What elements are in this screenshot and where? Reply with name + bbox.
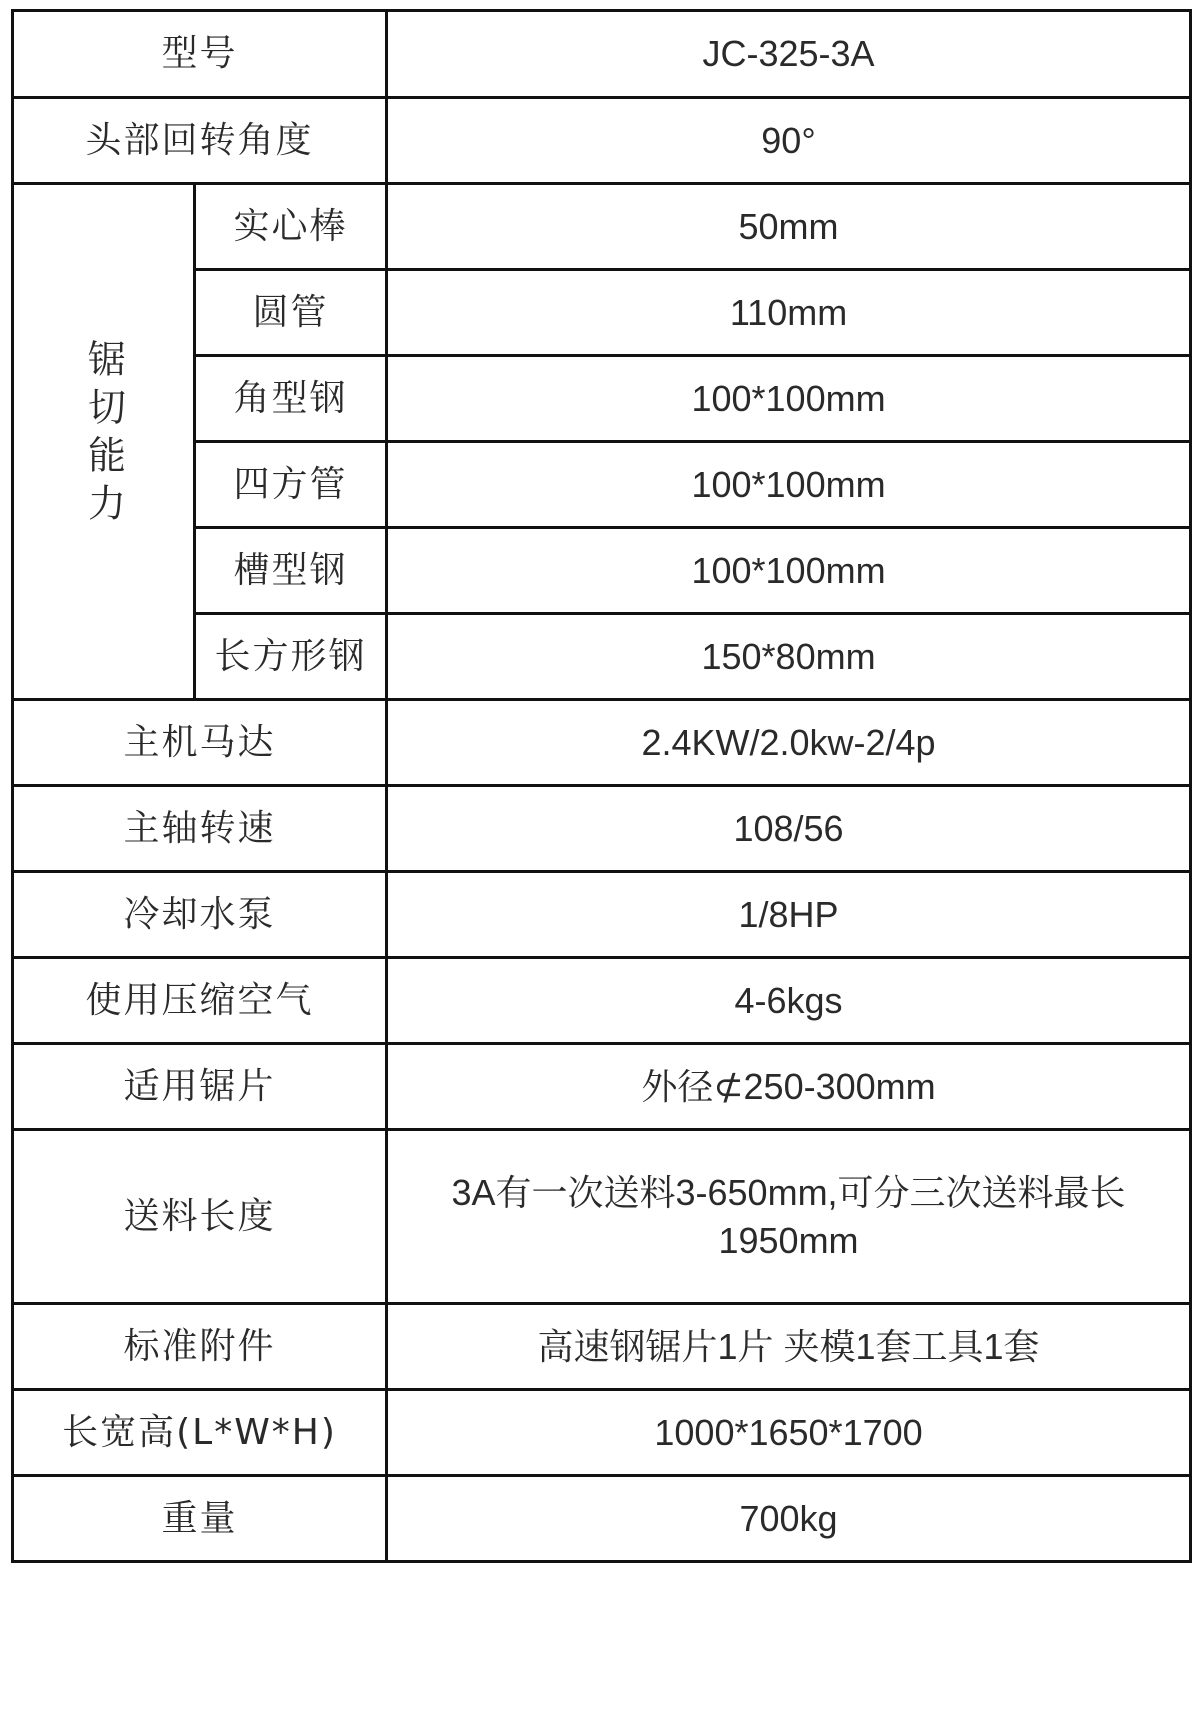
row-label-dimensions: 长宽高(L*W*H) [13, 1390, 387, 1476]
row-label-head-rotation: 头部回转角度 [13, 98, 387, 184]
spec-table [11, 9, 1192, 1563]
table-row [13, 872, 1191, 958]
table-row [13, 958, 1191, 1044]
row-label-feed-length: 送料长度 [13, 1130, 387, 1304]
sub-value-rectangular-steel: 150*80mm [387, 614, 1191, 700]
row-value-spindle-speed: 108/56 [387, 786, 1191, 872]
table-row [13, 786, 1191, 872]
table-row [13, 700, 1191, 786]
table-row [13, 1304, 1191, 1390]
row-label-weight: 重量 [13, 1476, 387, 1562]
table-row [13, 184, 1191, 270]
row-value-compressed-air: 4-6kgs [387, 958, 1191, 1044]
row-value-main-motor: 2.4KW/2.0kw-2/4p [387, 700, 1191, 786]
row-value-model: JC-325-3A [387, 11, 1191, 98]
row-value-weight: 700kg [387, 1476, 1191, 1562]
sub-label-solid-bar: 实心棒 [195, 184, 387, 270]
sub-value-solid-bar: 50mm [387, 184, 1191, 270]
row-value-dimensions: 1000*1650*1700 [387, 1390, 1191, 1476]
row-label-cutting-capacity [13, 184, 195, 700]
cutting-capacity-text: 锯切能力 [81, 339, 126, 531]
sub-value-angle-steel: 100*100mm [387, 356, 1191, 442]
row-label-saw-blade: 适用锯片 [13, 1044, 387, 1130]
sub-label-round-tube: 圆管 [195, 270, 387, 356]
sub-value-channel-steel: 100*100mm [387, 528, 1191, 614]
sub-label-square-tube: 四方管 [195, 442, 387, 528]
row-label-main-motor: 主机马达 [13, 700, 387, 786]
table-row [13, 98, 1191, 184]
row-value-saw-blade: 外径⊄250-300mm [387, 1044, 1191, 1130]
row-label-spindle-speed: 主轴转速 [13, 786, 387, 872]
sub-label-angle-steel: 角型钢 [195, 356, 387, 442]
row-label-model: 型号 [13, 11, 387, 98]
sub-value-round-tube: 110mm [387, 270, 1191, 356]
row-label-coolant-pump: 冷却水泵 [13, 872, 387, 958]
table-row [13, 1390, 1191, 1476]
table-row [13, 1044, 1191, 1130]
sub-label-channel-steel: 槽型钢 [195, 528, 387, 614]
sub-label-rectangular-steel: 长方形钢 [195, 614, 387, 700]
row-value-feed-length: 3A有一次送料3-650mm,可分三次送料最长1950mm [387, 1130, 1191, 1304]
row-value-coolant-pump: 1/8HP [387, 872, 1191, 958]
table-row [13, 11, 1191, 98]
sub-value-square-tube: 100*100mm [387, 442, 1191, 528]
table-row [13, 1476, 1191, 1562]
row-value-head-rotation: 90° [387, 98, 1191, 184]
row-label-compressed-air: 使用压缩空气 [13, 958, 387, 1044]
row-value-standard-accessories: 高速钢锯片1片 夹模1套工具1套 [387, 1304, 1191, 1390]
table-row [13, 1130, 1191, 1304]
row-label-standard-accessories: 标准附件 [13, 1304, 387, 1390]
